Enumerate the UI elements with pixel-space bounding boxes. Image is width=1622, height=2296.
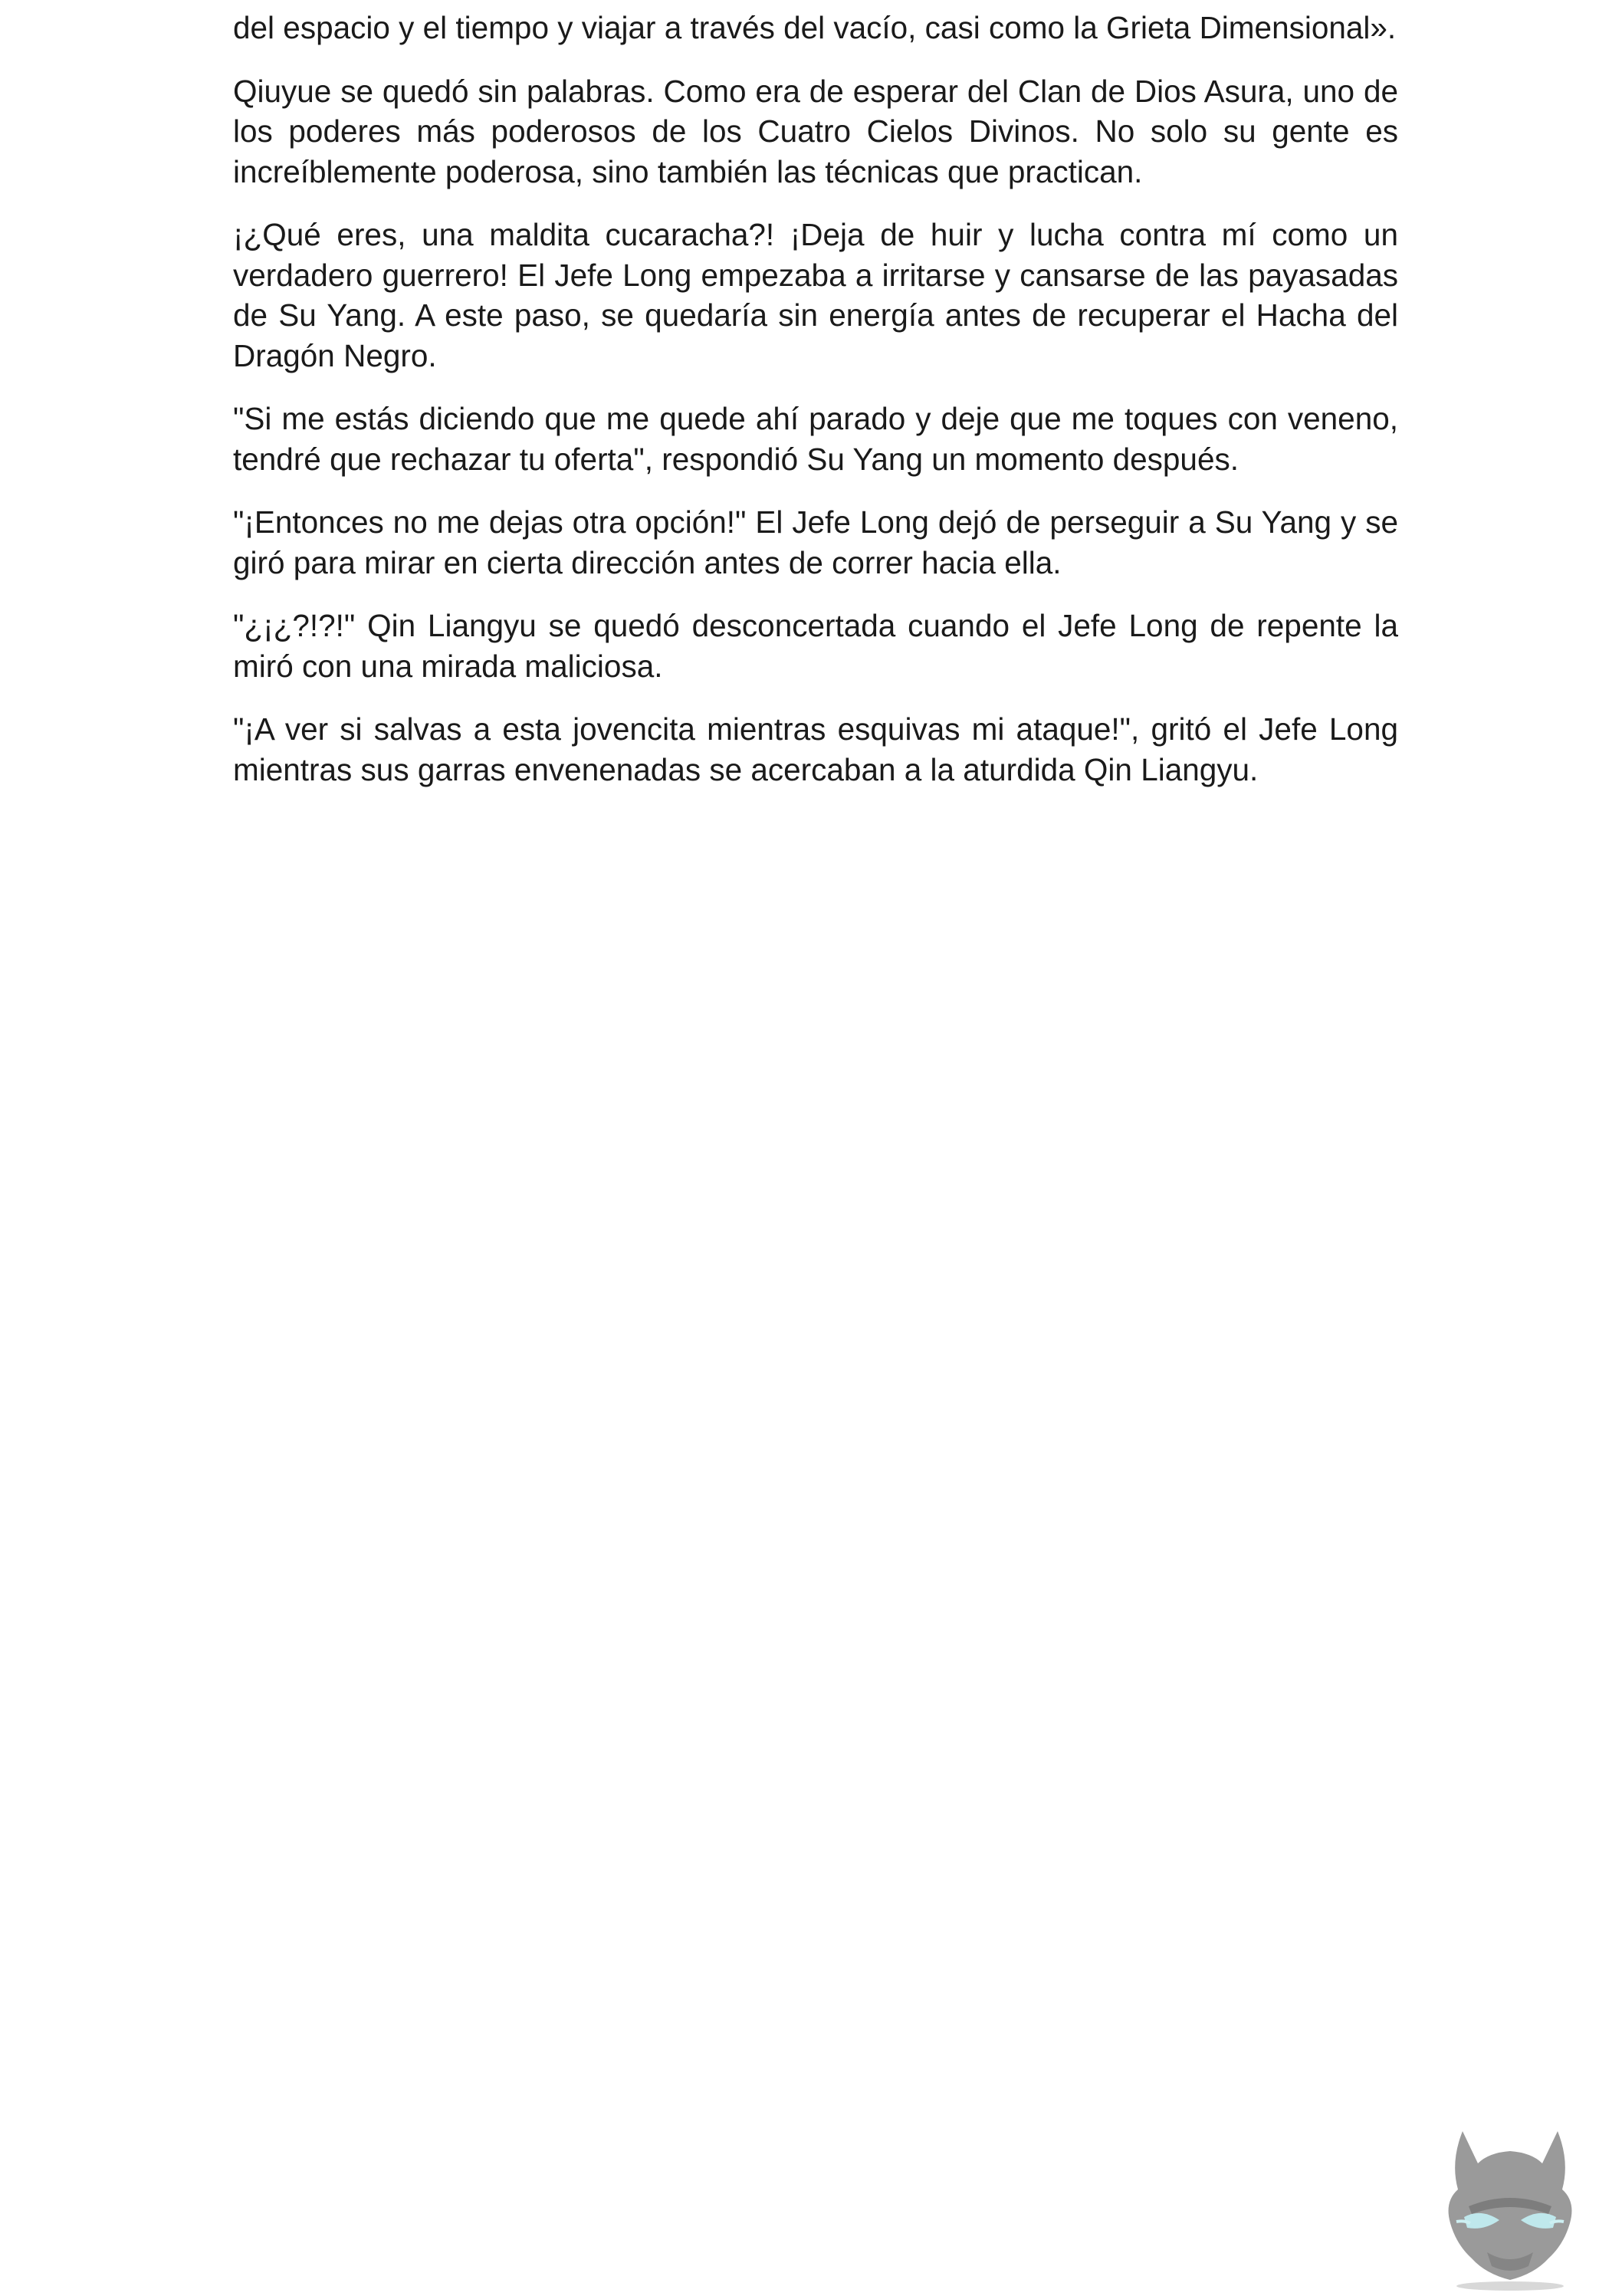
paragraph-4: "Si me estás diciendo que me quede ahí parado y deje que me toques con veneno, tendré que rechazar tu oferta", respondió Su Yang un momento después. [233, 401, 1398, 477]
demon-head-logo-icon [1433, 2116, 1587, 2292]
paragraph-2: Qiuyue se quedó sin palabras. Como era de esperar del Clan de Dios Asura, uno de los poderes más poderosos de los Cuatro Cielos Divinos. No solo su gente es increíblemente poderosa, sino también las técnicas que practican. [233, 73, 1398, 189]
paragraph-1: del espacio y el tiempo y viajar a través del vacío, casi como la Grieta Dimensional». [233, 10, 1397, 45]
paragraph-3: ¡¿Qué eres, una maldita cucaracha?! ¡Deja de huir y lucha contra mí como un verdadero guerrero! El Jefe Long empezaba a irritarse y cansarse de las payasadas de Su Yang. A este paso, se quedaría sin energía antes de recuperar el Hacha del Dragón Negro. [233, 217, 1398, 373]
paragraph-6: "¿¡¿?!?!" Qin Liangyu se quedó desconcertada cuando el Jefe Long de repente la miró con una mirada maliciosa. [233, 608, 1398, 684]
document-page [233, 0, 1398, 813]
paragraph-7: "¡A ver si salvas a esta jovencita mientras esquivas mi ataque!", gritó el Jefe Long mientras sus garras envenenadas se acercaban a la aturdida Qin Liangyu. [233, 711, 1398, 787]
paragraph-5: "¡Entonces no me dejas otra opción!" El Jefe Long dejó de perseguir a Su Yang y se giró para mirar en cierta dirección antes de correr hacia ella. [233, 504, 1398, 580]
